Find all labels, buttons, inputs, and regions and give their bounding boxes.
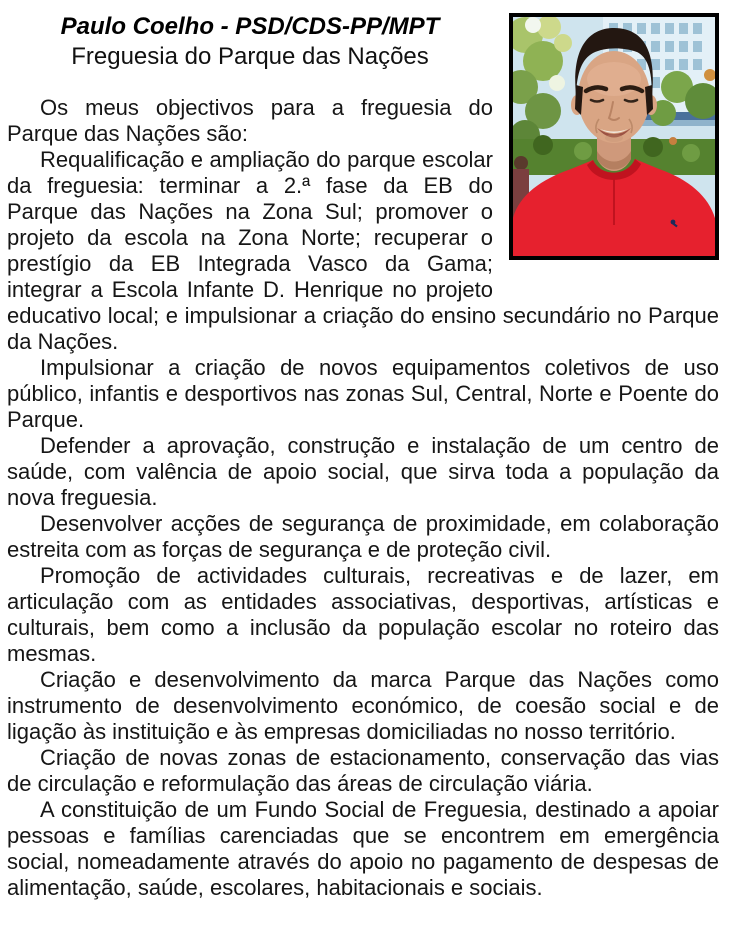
paragraph-brand-development: Criação e desenvolvimento da marca Parque das Nações como instrumento de desenvolvimento económico, de coesão social e de ligação às instituição e às empresas domiciliadas no nosso território.	[7, 667, 719, 744]
portrait-illustration	[513, 17, 715, 256]
paragraph-social-fund: A constituição de um Fundo Social de Freguesia, destinado a apoiar pessoas e famílias carenciadas que se encontrem em emergência social, nomeadamente através do apoio no pagamento de despesas de alimentação, saúde, escolares, habitacionais e sociais.	[7, 797, 719, 900]
paragraph-security: Desenvolver acções de segurança de proximidade, em colaboração estreita com as forças de segurança e de proteção civil.	[7, 511, 719, 562]
paragraph-health-center: Defender a aprovação, construção e instalação de um centro de saúde, com valência de apoio social, que sirva toda a população da nova freguesia.	[7, 433, 719, 510]
paragraph-intro: Os meus objectivos para a freguesia do Parque das Nações são:	[7, 95, 493, 146]
paragraph-cultural-activities: Promoção de actividades culturais, recreativas e de lazer, em articulação com as entidades associativas, desportivas, artísticas e culturais, bem como a inclusão da população escolar no roteiro das mesmas.	[7, 563, 719, 666]
paragraph-parking: Criação de novas zonas de estacionamento, conservação das vias de circulação e reformulação das áreas de circulação viária.	[7, 745, 719, 796]
candidate-photo	[509, 13, 719, 260]
paragraph-public-equipment: Impulsionar a criação de novos equipamentos coletivos de uso público, infantis e desportivos nas zonas Sul, Central, Norte e Poente do Parque.	[7, 355, 719, 432]
candidate-name-title: Paulo Coelho - PSD/CDS-PP/MPT	[60, 13, 440, 40]
paragraph-school-requalification: Requalificação e ampliação do parque escolar da freguesia: terminar a 2.ª fase da EB do Parque das Nações na Zona Sul; promover o projeto da escola na Zona Norte; recuperar o prestígio da EB Integrada Vasco da Gama; integrar a Escola Infante D. Henrique no projeto educativo local; e impulsionar a criação do ensino secundário no Parque da Nações.	[7, 147, 719, 354]
parish-subtitle: Freguesia do Parque das Nações	[71, 43, 429, 70]
